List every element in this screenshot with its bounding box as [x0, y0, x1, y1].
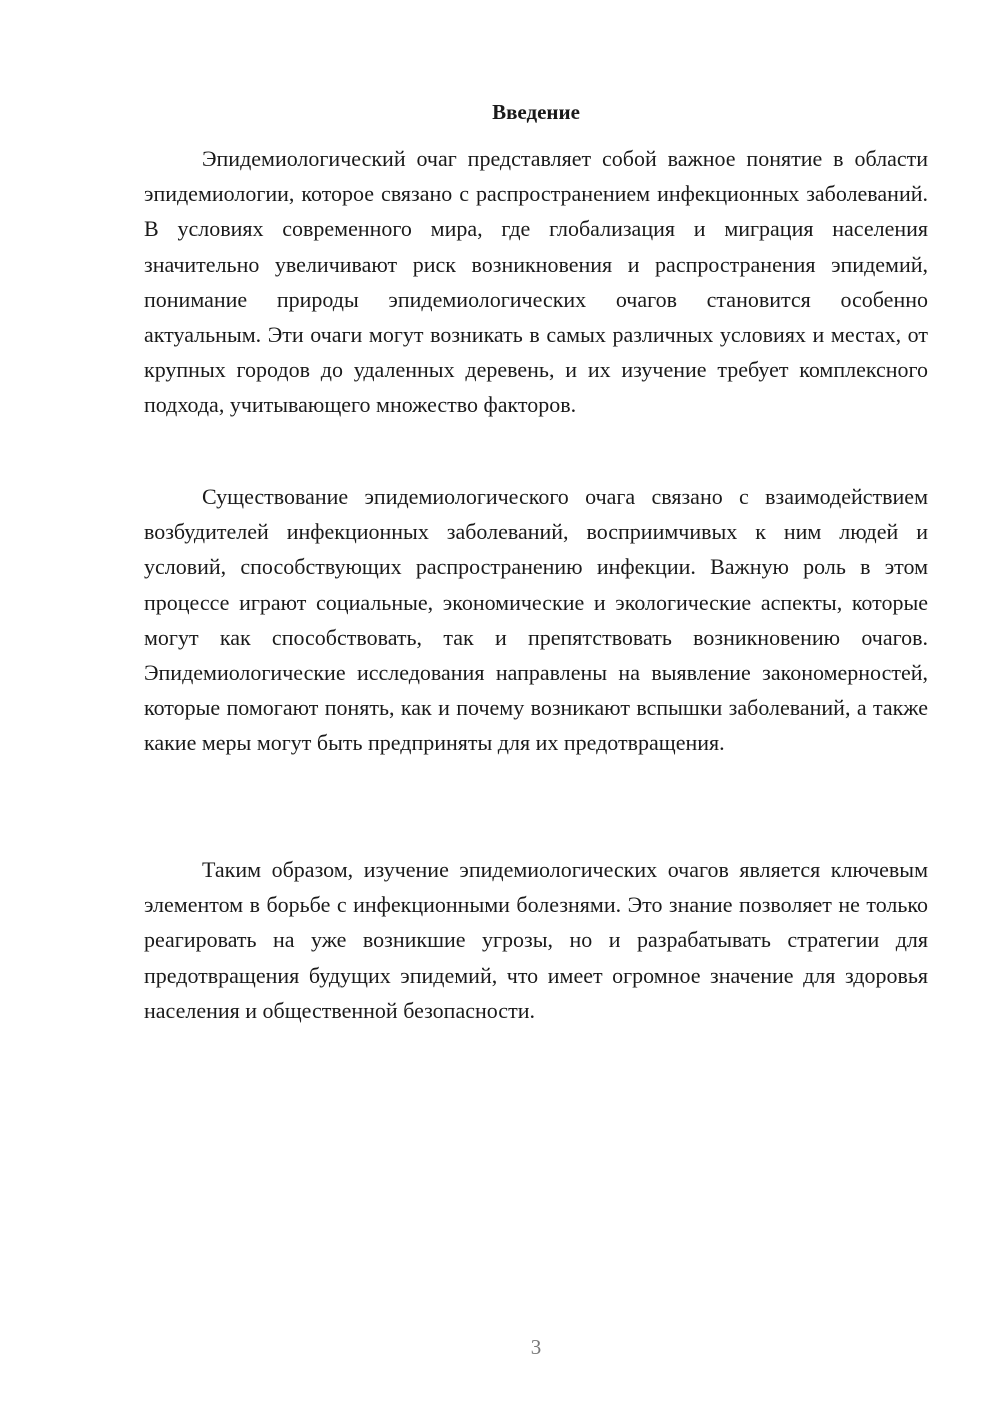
paragraph-existence: Существование эпидемиологического очага связано с взаимодействием возбудителей инфекционных заболеваний, восприимчивых к ним людей и условий, способствующих распространению инфекции. Важную роль в этом процессе играют социальные, экономические и экологические аспекты, которые могут как способствовать, так и препятствовать возникновению очагов. Эпидемиологические исследования направлены на выявление закономерностей, которые помогают понять, как и почему возникают вспышки заболеваний, а также какие меры могут быть предприняты для их предотвращения. [144, 484, 928, 756]
section-heading: Введение [492, 100, 580, 124]
page-number: 3 [530, 1335, 542, 1359]
paragraph-intro: Эпидемиологический очаг представляет собой важное понятие в области эпидемиологии, которое связано с распространением инфекционных заболеваний. В условиях современного мира, где глобализация и миграция населения значительно увеличивают риск возникновения и распространения эпидемий, понимание природы эпидемиологических очагов становится особенно актуальным. Эти очаги могут возникать в самых различных условиях и местах, от крупных городов до удаленных деревень, и их изучение требует комплексного подхода, учитывающего множество факторов. [144, 146, 928, 418]
paragraph-conclusion: Таким образом, изучение эпидемиологических очагов является ключевым элементом в борьбе с инфекционными болезнями. Это знание позволяет не только реагировать на уже возникшие угрозы, но и разрабатывать стратегии для предотвращения будущих эпидемий, что имеет огромное значение для здоровья населения и общественной безопасности. [144, 857, 928, 1023]
